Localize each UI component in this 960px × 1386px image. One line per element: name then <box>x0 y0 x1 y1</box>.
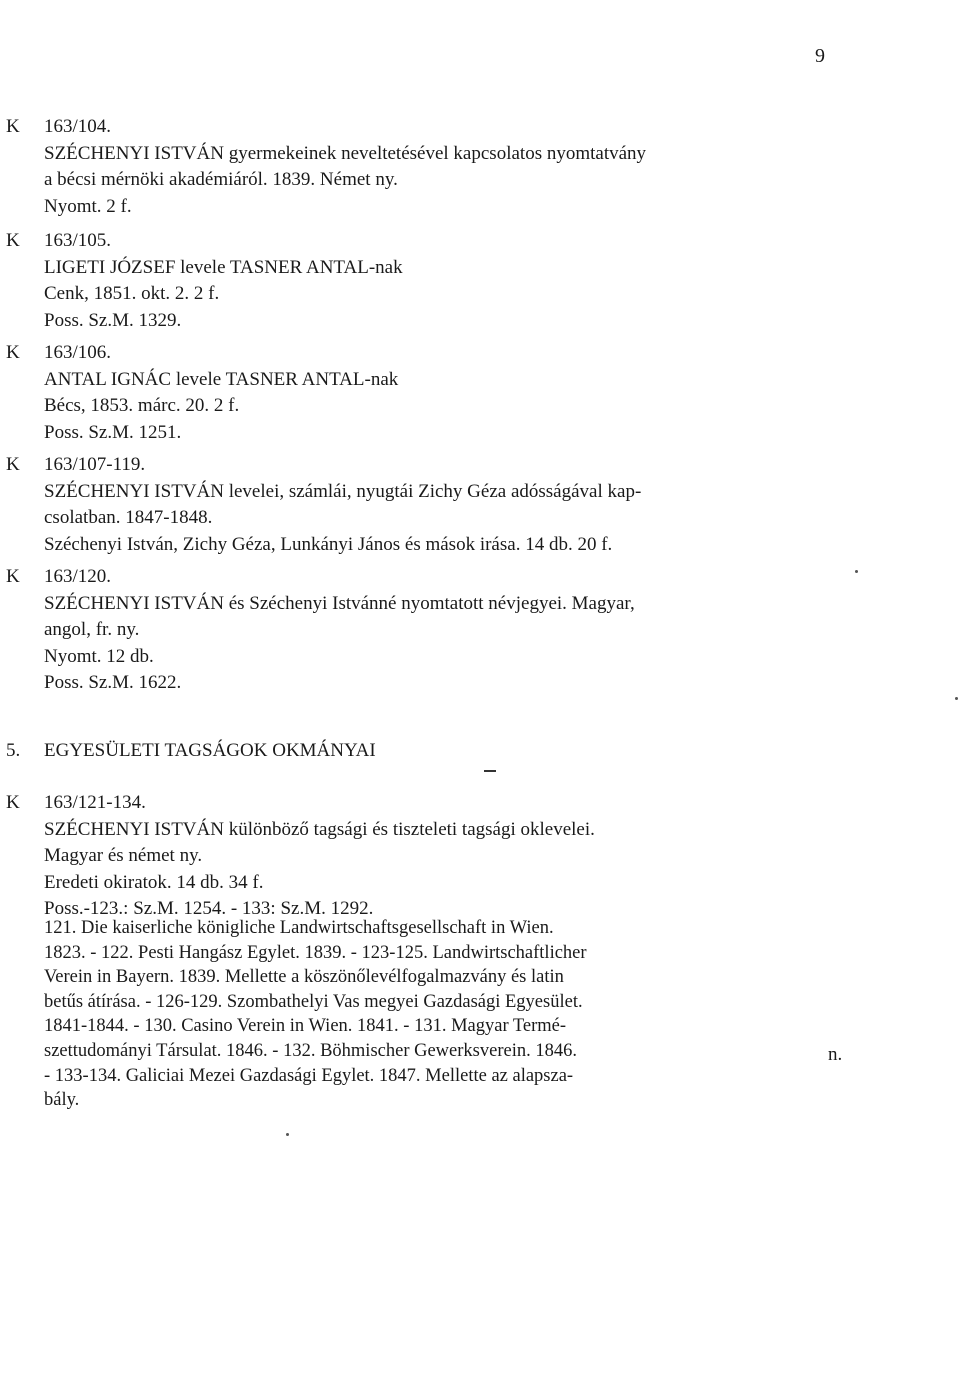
entry-text: Nyomt. 12 db. <box>44 645 154 667</box>
entry-text: ANTAL IGNÁC levele TASNER ANTAL-nak <box>44 368 399 390</box>
note-line: 1823. - 122. Pesti Hangász Egylet. 1839. - 123-125. Landwirtschaftlicher <box>44 942 587 963</box>
entry-text: SZÉCHENYI ISTVÁN és Széchenyi Istvánné nyomtatott névjegyei. Magyar, <box>44 592 635 614</box>
entry-text: Nyomt. 2 f. <box>44 195 132 217</box>
entry-text: Széchenyi István, Zichy Géza, Lunkányi János és mások irása. 14 db. 20 f. <box>44 533 613 555</box>
entry-id: 163/121-134. <box>44 792 146 813</box>
entry-text: Bécs, 1853. márc. 20. 2 f. <box>44 395 240 416</box>
entry-text: Magyar és német ny. <box>44 845 203 866</box>
entry-marker: K <box>6 566 20 587</box>
entry-text: Eredeti okiratok. 14 db. 34 f. <box>44 871 264 893</box>
note-line: - 133-134. Galiciai Mezei Gazdasági Egylet. 1847. Mellette az alapsza- <box>44 1065 574 1086</box>
note-line: szettudományi Társulat. 1846. - 132. Böhmischer Gewerksverein. 1846. <box>44 1040 577 1061</box>
entry-marker: K <box>6 230 20 251</box>
entry-text: csolatban. 1847-1848. <box>44 507 213 528</box>
entry-marker: K <box>6 116 20 137</box>
entry-text: Cenk, 1851. okt. 2. 2 f. <box>44 283 220 304</box>
section-number: 5. <box>6 740 21 761</box>
entry-text: angol, fr. ny. <box>44 619 140 640</box>
entry-text: Poss. Sz.M. 1622. <box>44 672 182 693</box>
note-line: 1841-1844. - 130. Casino Verein in Wien. 1841. - 131. Magyar Termé- <box>44 1016 567 1037</box>
entry-marker: K <box>6 342 20 363</box>
entry-id: 163/107-119. <box>44 454 146 475</box>
entry-id: 163/104. <box>44 116 112 137</box>
scan-speck <box>855 570 858 573</box>
entry-text: Poss.-123.: Sz.M. 1254. - 133: Sz.M. 1292. <box>44 898 374 919</box>
entry-text: SZÉCHENYI ISTVÁN különböző tagsági és tiszteleti tagsági oklevelei. <box>44 818 595 840</box>
scan-speck <box>955 697 958 700</box>
entry-id: 163/106. <box>44 342 112 363</box>
note-line: Verein in Bayern. 1839. Mellette a köszönőlevélfogalmazvány és latin <box>44 967 564 988</box>
section-heading <box>6 738 376 764</box>
note-line: betűs átírása. - 126-129. Szombathelyi Vas megyei Gazdasági Egyesület. <box>44 991 583 1012</box>
entry-marker: K <box>6 454 20 475</box>
page-number: 9 <box>815 45 825 67</box>
note-line: 121. Die kaiserliche königliche Landwirtschaftsgesellschaft in Wien. <box>44 918 554 938</box>
scan-speck <box>286 1133 289 1136</box>
entry-marker: K <box>6 792 20 813</box>
entry-text: a bécsi mérnöki akadémiáról. 1839. Német ny. <box>44 169 398 190</box>
entry-text: SZÉCHENYI ISTVÁN levelei, számlái, nyugtái Zichy Géza adósságával kap- <box>44 480 642 502</box>
entry-text: SZÉCHENYI ISTVÁN gyermekeinek neveltetésével kapcsolatos nyomtatvány <box>44 142 647 164</box>
entry-id: 163/120. <box>44 566 112 587</box>
entry-text: Poss. Sz.M. 1251. <box>44 421 182 443</box>
entry-text: Poss. Sz.M. 1329. <box>44 309 182 331</box>
margin-note: n. <box>828 1044 843 1065</box>
stray-mark <box>484 770 496 772</box>
section-title: EGYESÜLETI TAGSÁGOK OKMÁNYAI <box>44 740 376 761</box>
entry-id: 163/105. <box>44 230 112 251</box>
entry-text: LIGETI JÓZSEF levele TASNER ANTAL-nak <box>44 256 403 278</box>
note-line: bály. <box>44 1090 80 1111</box>
